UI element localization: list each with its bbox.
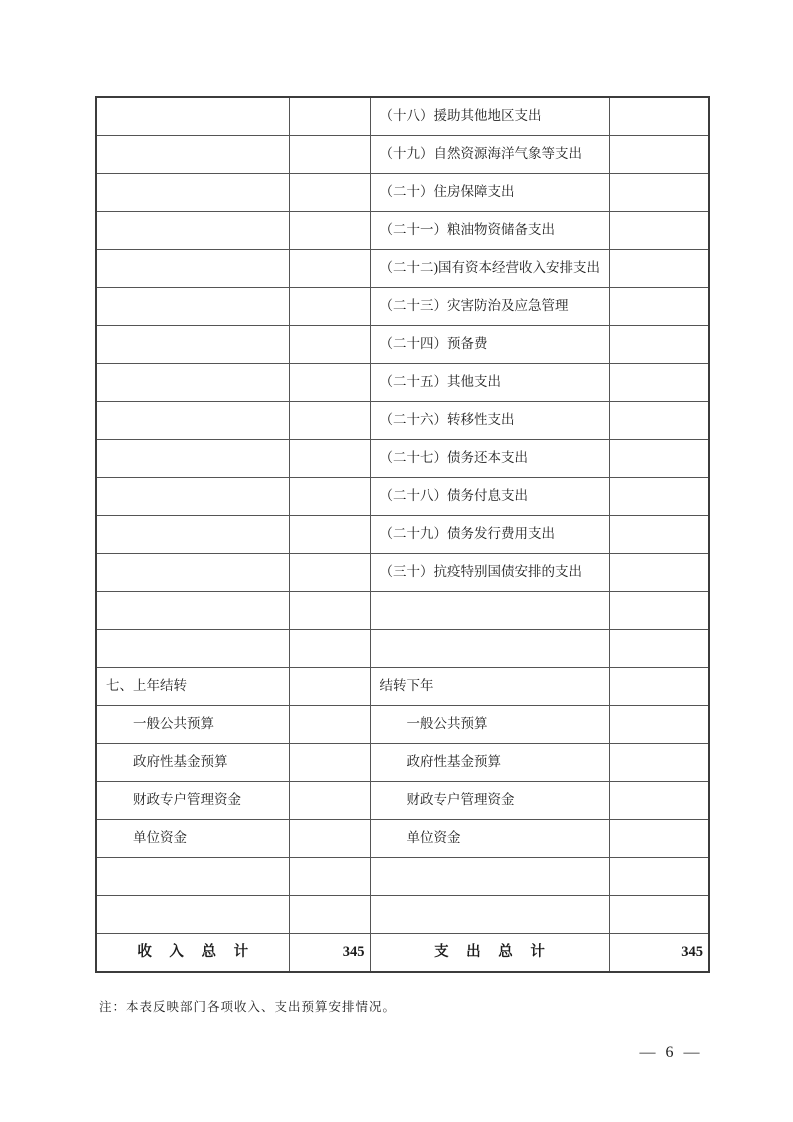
income-amount-cell bbox=[289, 288, 370, 326]
income-item-cell bbox=[96, 896, 289, 934]
expense-amount-cell bbox=[609, 858, 709, 896]
table-row bbox=[96, 934, 709, 973]
expense-amount-cell bbox=[609, 288, 709, 326]
income-amount-cell bbox=[289, 744, 370, 782]
table-row bbox=[96, 174, 709, 212]
income-amount-cell bbox=[289, 592, 370, 630]
table-row bbox=[96, 554, 709, 592]
income-amount-cell bbox=[289, 250, 370, 288]
income-item-cell bbox=[96, 858, 289, 896]
expense-item-cell: 一般公共预算 bbox=[370, 706, 609, 744]
table-row bbox=[96, 402, 709, 440]
expense-item-cell: （二十九）债务发行费用支出 bbox=[370, 516, 609, 554]
income-item-cell bbox=[96, 136, 289, 174]
table-note: 注：本表反映部门各项收入、支出预算安排情况。 bbox=[99, 1000, 397, 1014]
table-row bbox=[96, 592, 709, 630]
income-amount-cell bbox=[289, 402, 370, 440]
table-row bbox=[96, 744, 709, 782]
expense-amount-cell bbox=[609, 820, 709, 858]
income-item-cell: 收 入 总 计 bbox=[96, 934, 289, 973]
expense-amount-cell bbox=[609, 364, 709, 402]
table-row bbox=[96, 136, 709, 174]
income-amount-cell bbox=[289, 212, 370, 250]
table-row bbox=[96, 364, 709, 402]
expense-amount-cell bbox=[609, 516, 709, 554]
income-item-cell bbox=[96, 288, 289, 326]
income-amount-cell bbox=[289, 630, 370, 668]
income-item-cell bbox=[96, 516, 289, 554]
expense-item-cell: （二十二)国有资本经营收入安排支出 bbox=[370, 250, 609, 288]
income-amount-cell bbox=[289, 668, 370, 706]
expense-amount-cell bbox=[609, 440, 709, 478]
expense-item-cell: （二十三）灾害防治及应急管理 bbox=[370, 288, 609, 326]
income-item-cell bbox=[96, 250, 289, 288]
income-amount-cell bbox=[289, 478, 370, 516]
income-item-cell: 政府性基金预算 bbox=[96, 744, 289, 782]
income-item-cell: 财政专户管理资金 bbox=[96, 782, 289, 820]
expense-item-cell bbox=[370, 896, 609, 934]
table-row bbox=[96, 820, 709, 858]
income-amount-cell bbox=[289, 706, 370, 744]
expense-item-cell bbox=[370, 592, 609, 630]
expense-amount-cell: 345 bbox=[609, 934, 709, 973]
income-item-cell bbox=[96, 440, 289, 478]
income-amount-cell bbox=[289, 326, 370, 364]
expense-amount-cell bbox=[609, 250, 709, 288]
table-row bbox=[96, 326, 709, 364]
expense-item-cell: （二十）住房保障支出 bbox=[370, 174, 609, 212]
expense-item-cell: （二十七）债务还本支出 bbox=[370, 440, 609, 478]
income-amount-cell bbox=[289, 136, 370, 174]
table-row bbox=[96, 97, 709, 136]
table-row bbox=[96, 440, 709, 478]
expense-item-cell: （二十八）债务付息支出 bbox=[370, 478, 609, 516]
table-row bbox=[96, 288, 709, 326]
expense-amount-cell bbox=[609, 896, 709, 934]
table-row bbox=[96, 250, 709, 288]
income-amount-cell bbox=[289, 516, 370, 554]
expense-amount-cell bbox=[609, 174, 709, 212]
table-row bbox=[96, 516, 709, 554]
expense-amount-cell bbox=[609, 136, 709, 174]
table-row bbox=[96, 858, 709, 896]
income-amount-cell bbox=[289, 97, 370, 136]
income-item-cell: 单位资金 bbox=[96, 820, 289, 858]
page-number: — 6 — bbox=[639, 1044, 703, 1061]
expense-item-cell: 结转下年 bbox=[370, 668, 609, 706]
income-item-cell bbox=[96, 174, 289, 212]
income-amount-cell bbox=[289, 440, 370, 478]
expense-item-cell: （二十四）预备费 bbox=[370, 326, 609, 364]
expense-item-cell: 单位资金 bbox=[370, 820, 609, 858]
income-amount-cell bbox=[289, 554, 370, 592]
expense-amount-cell bbox=[609, 478, 709, 516]
expense-amount-cell bbox=[609, 554, 709, 592]
expense-item-cell: 支 出 总 计 bbox=[370, 934, 609, 973]
expense-amount-cell bbox=[609, 744, 709, 782]
expense-amount-cell bbox=[609, 782, 709, 820]
income-amount-cell bbox=[289, 896, 370, 934]
budget-table-body bbox=[96, 97, 709, 972]
table-row bbox=[96, 630, 709, 668]
expense-amount-cell bbox=[609, 668, 709, 706]
income-amount-cell bbox=[289, 820, 370, 858]
income-amount-cell bbox=[289, 782, 370, 820]
income-amount-cell bbox=[289, 364, 370, 402]
income-item-cell: 一般公共预算 bbox=[96, 706, 289, 744]
expense-amount-cell bbox=[609, 706, 709, 744]
expense-item-cell: （二十五）其他支出 bbox=[370, 364, 609, 402]
budget-table bbox=[95, 96, 710, 973]
expense-item-cell: （三十）抗疫特别国债安排的支出 bbox=[370, 554, 609, 592]
income-item-cell bbox=[96, 402, 289, 440]
income-amount-cell bbox=[289, 858, 370, 896]
expense-item-cell: （二十一）粮油物资储备支出 bbox=[370, 212, 609, 250]
income-item-cell bbox=[96, 212, 289, 250]
income-item-cell bbox=[96, 326, 289, 364]
income-item-cell bbox=[96, 630, 289, 668]
table-row bbox=[96, 668, 709, 706]
expense-item-cell: （十九）自然资源海洋气象等支出 bbox=[370, 136, 609, 174]
table-row bbox=[96, 212, 709, 250]
expense-item-cell: （二十六）转移性支出 bbox=[370, 402, 609, 440]
table-row bbox=[96, 706, 709, 744]
expense-amount-cell bbox=[609, 402, 709, 440]
income-item-cell bbox=[96, 364, 289, 402]
income-item-cell bbox=[96, 478, 289, 516]
income-amount-cell: 345 bbox=[289, 934, 370, 973]
expense-item-cell bbox=[370, 858, 609, 896]
expense-amount-cell bbox=[609, 592, 709, 630]
expense-amount-cell bbox=[609, 326, 709, 364]
income-item-cell bbox=[96, 97, 289, 136]
expense-item-cell bbox=[370, 630, 609, 668]
table-row bbox=[96, 782, 709, 820]
income-item-cell bbox=[96, 592, 289, 630]
expense-amount-cell bbox=[609, 630, 709, 668]
expense-item-cell: 政府性基金预算 bbox=[370, 744, 609, 782]
income-item-cell: 七、上年结转 bbox=[96, 668, 289, 706]
expense-item-cell: （十八）援助其他地区支出 bbox=[370, 97, 609, 136]
expense-amount-cell bbox=[609, 212, 709, 250]
expense-item-cell: 财政专户管理资金 bbox=[370, 782, 609, 820]
income-amount-cell bbox=[289, 174, 370, 212]
table-row bbox=[96, 896, 709, 934]
income-item-cell bbox=[96, 554, 289, 592]
table-row bbox=[96, 478, 709, 516]
expense-amount-cell bbox=[609, 97, 709, 136]
